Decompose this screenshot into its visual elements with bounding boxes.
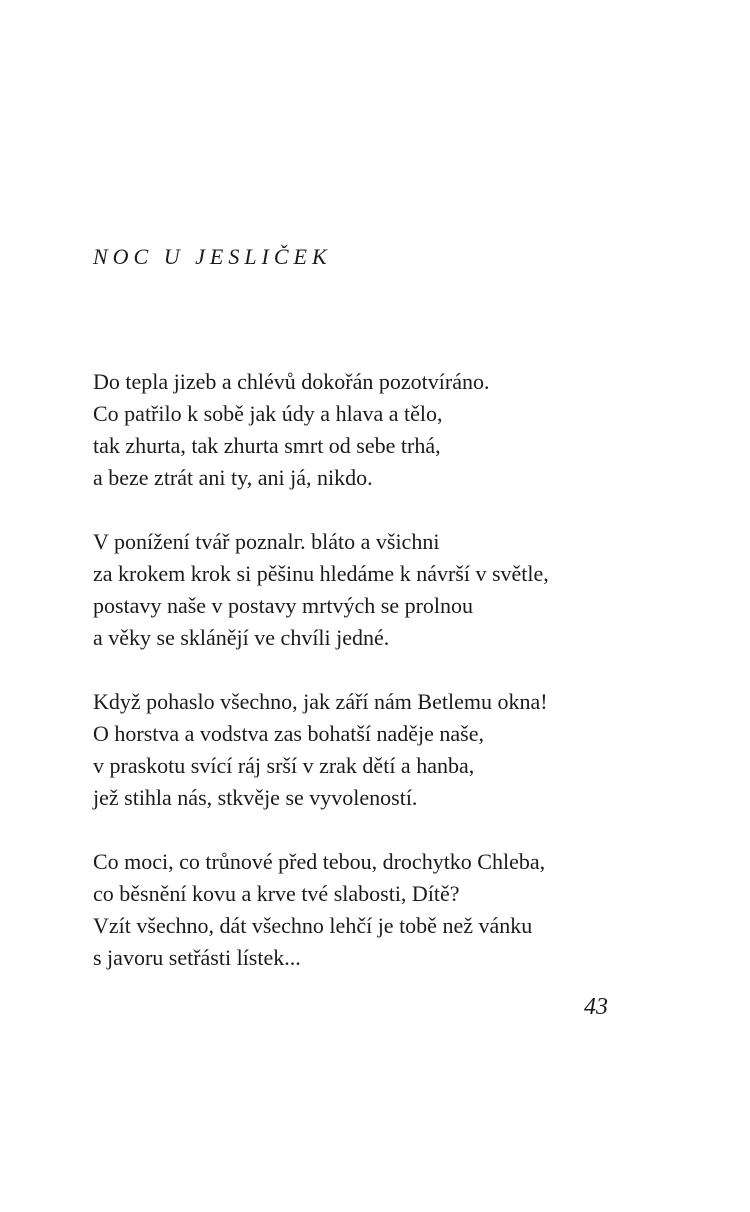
poem-line: a věky se sklánějí ve chvíli jedné.: [93, 625, 390, 650]
poem-body: [93, 366, 713, 1006]
poem-line: co běsnění kovu a krve tvé slabosti, Dítě?: [93, 881, 460, 906]
poem-line: Vzít všechno, dát všechno lehčí je tobě než vánku: [93, 913, 533, 938]
poem-line: Co patřilo k sobě jak údy a hlava a tělo,: [93, 401, 443, 426]
poem-line: O horstva a vodstva zas bohatší naděje naše,: [93, 721, 484, 746]
poem-line: s javoru setřásti lístek...: [93, 945, 301, 970]
stanza-4: [93, 846, 713, 974]
poem-line: za krokem krok si pěšinu hledáme k návrší v světle,: [93, 561, 549, 586]
poem-line: jež stihla nás, stkvěje se vyvoleností.: [93, 785, 418, 810]
poem-line: postavy naše v postavy mrtvých se prolnou: [93, 593, 474, 618]
stanza-2: [93, 526, 713, 654]
poem-title: NOC U JESLIČEK: [93, 244, 332, 269]
page-number: 43: [584, 994, 608, 1020]
poem-line: Do tepla jizeb a chlévů dokořán pozotvíráno.: [93, 369, 490, 394]
poem-line: a beze ztrát ani ty, ani já, nikdo.: [93, 465, 373, 490]
stanza-3: [93, 686, 713, 814]
stanza-1: [93, 366, 713, 494]
poem-line: Když pohaslo všechno, jak září nám Betlemu okna!: [93, 689, 548, 714]
poem-line: tak zhurta, tak zhurta smrt od sebe trhá,: [93, 433, 441, 458]
poem-line: V ponížení tvář poznalг. bláto a všichni: [93, 529, 440, 554]
poem-line: v praskotu svící ráj srší v zrak dětí a hanba,: [93, 753, 475, 778]
poem-line: Co moci, co trůnové před tebou, drochytko Chleba,: [93, 849, 546, 874]
